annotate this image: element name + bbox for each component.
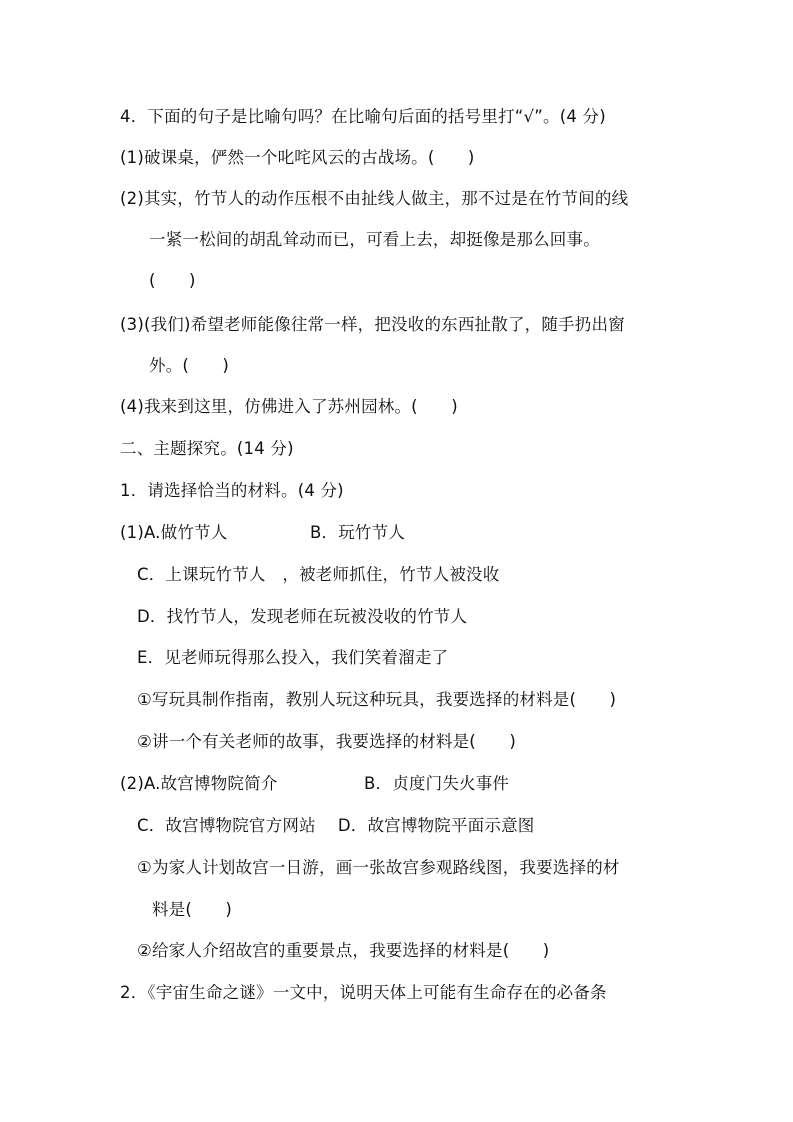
s2-q1-part2-optB: B．贞度门失火事件 xyxy=(364,774,510,793)
q4-item-3-line2: 外。( ) xyxy=(149,356,230,375)
s2-question-2-line1: 2．《宇宙生命之谜》一文中，说明天体上可能有生命存在的必备条 xyxy=(120,983,607,1002)
q4-item-2-line2: 一紧一松间的胡乱耸动而已，可看上去，却挺像是那么回事。 xyxy=(149,230,600,249)
q4-item-2-line1: (2)其实，竹节人的动作压根不由扯线人做主，那不过是在竹节间的线 xyxy=(120,189,629,208)
s2-q1-part1-sub1: ①写玩具制作指南，教别人玩这种玩具，我要选择的材料是( ) xyxy=(137,690,617,709)
s2-q1-part2-optCD: C．故宫博物院官方网站 D．故宫博物院平面示意图 xyxy=(137,816,535,835)
s2-question-1-title: 1．请选择恰当的材料。(4 分) xyxy=(120,481,344,500)
q4-item-1: (1)破课桌，俨然一个叱咤风云的古战场。( ) xyxy=(120,148,475,167)
section-2-title: 二、主题探究。(14 分) xyxy=(120,439,294,458)
q4-item-2-line3: ( ) xyxy=(149,271,196,290)
s2-q1-part1-sub2: ②讲一个有关老师的故事，我要选择的材料是( ) xyxy=(137,732,516,751)
q4-item-3-line1: (3)(我们)希望老师能像往常一样，把没收的东西扯散了，随手扔出窗 xyxy=(120,315,625,334)
s2-q1-part2-optA: (2)A.故宫博物院简介 xyxy=(120,774,278,793)
s2-q1-part1-optE: E．见老师玩得那么投入，我们笑着溜走了 xyxy=(137,648,449,667)
s2-q1-part1-optA: (1)A.做竹节人 xyxy=(120,523,228,542)
s2-q1-part2-sub1-line2: 料是( ) xyxy=(152,900,233,919)
s2-q1-part2-sub2: ②给家人介绍故宫的重要景点，我要选择的材料是( ) xyxy=(137,941,550,960)
question-4-title: 4．下面的句子是比喻句吗？在比喻句后面的括号里打“√”。(4 分) xyxy=(120,107,606,126)
s2-q1-part1-optD: D．找竹节人，发现老师在玩被没收的竹节人 xyxy=(137,607,468,626)
s2-q1-part1-optC: C．上课玩竹节人 ，被老师抓住，竹节人被没收 xyxy=(137,565,500,584)
s2-q1-part2-sub1-line1: ①为家人计划故宫一日游，画一张故宫参观路线图，我要选择的材 xyxy=(137,858,620,877)
s2-q1-part1-optB: B．玩竹节人 xyxy=(310,523,406,542)
q4-item-4: (4)我来到这里，仿佛进入了苏州园林。( ) xyxy=(120,397,458,416)
